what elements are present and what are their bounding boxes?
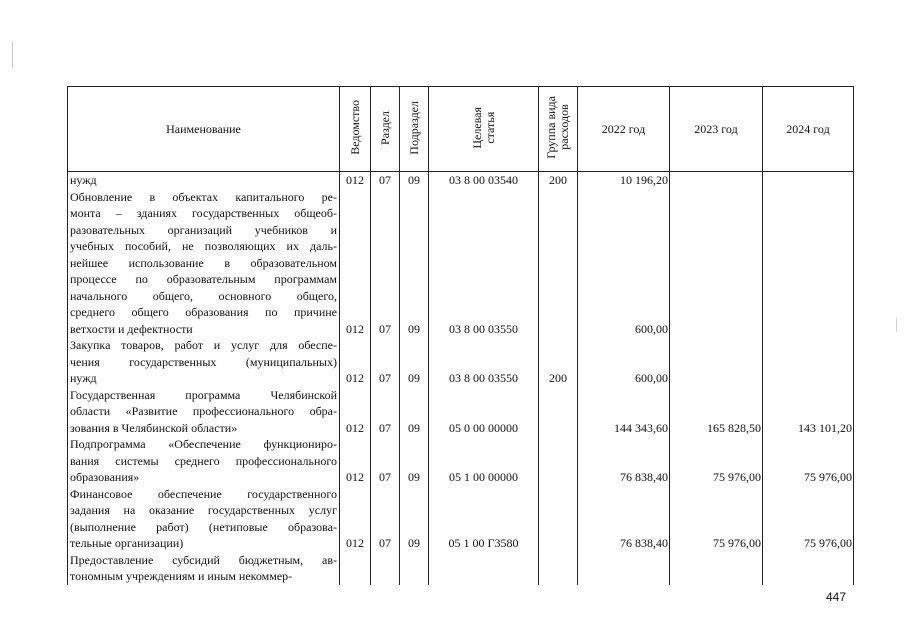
cell-name <box>68 189 340 338</box>
cell-2024 <box>763 189 854 338</box>
col-header-target-article: Целевая статья <box>429 87 539 172</box>
name-line: задания на оказание государственных услуг <box>70 503 337 517</box>
cell-2022: 76 838,40 <box>578 436 670 486</box>
name-line: образования» <box>70 470 140 484</box>
cell-2023 <box>670 172 763 189</box>
cell-target-article: 05 0 00 00000 <box>429 387 539 437</box>
cell-2022 <box>578 552 670 585</box>
table-row <box>68 552 854 585</box>
budget-table <box>67 86 854 585</box>
cell-2024 <box>763 337 854 387</box>
table-header-row <box>68 87 854 172</box>
cell-name <box>68 486 340 552</box>
col-header-2024: 2024 год <box>763 87 854 172</box>
cell-name <box>68 436 340 486</box>
col-header-subsection: Подраздел <box>400 87 429 172</box>
margin-mark-left <box>12 42 13 68</box>
name-line: монта – зданиях государственных общеоб- <box>70 206 337 220</box>
name-line: нужд <box>70 371 97 385</box>
cell-subsection: 09 <box>400 172 429 189</box>
cell-expense-type: 200 <box>539 337 578 387</box>
cell-expense-type: 200 <box>539 172 578 189</box>
cell-2023 <box>670 189 763 338</box>
cell-section: 07 <box>371 387 400 437</box>
cell-2024: 143 101,20 <box>763 387 854 437</box>
cell-expense-type <box>539 387 578 437</box>
name-line: Финансовое обеспечение государственного <box>70 486 337 501</box>
cell-2022: 600,00 <box>578 337 670 387</box>
name-line: Предоставление субсидий бюджетным, ав- <box>70 552 337 567</box>
cell-subsection: 09 <box>400 337 429 387</box>
name-line: нейшее использование в образовательном <box>70 255 337 270</box>
cell-target-article: 03 8 00 03540 <box>429 172 539 189</box>
name-line: среднего общего образования по причине <box>70 305 337 319</box>
name-line: (выполнение работ) (нетиповые образова- <box>70 519 337 534</box>
cell-expense-type <box>539 552 578 585</box>
cell-expense-type <box>539 189 578 338</box>
cell-section: 07 <box>371 172 400 189</box>
cell-target-article <box>429 552 539 585</box>
cell-department: 012 <box>340 436 371 486</box>
cell-subsection: 09 <box>400 387 429 437</box>
cell-2023 <box>670 552 763 585</box>
cell-target-article: 05 1 00 00000 <box>429 436 539 486</box>
cell-2022: 10 196,20 <box>578 172 670 189</box>
name-line: нужд <box>70 173 97 187</box>
cell-section: 07 <box>371 436 400 486</box>
col-header-section: Раздел <box>371 87 400 172</box>
cell-section <box>371 552 400 585</box>
table-body <box>68 172 854 585</box>
name-line: вания системы среднего профессионального <box>70 453 337 468</box>
name-line: учебных пособий, не позволяющих их даль- <box>70 239 337 253</box>
name-line: Закупка товаров, работ и услуг для обеспе- <box>70 338 337 352</box>
cell-section: 07 <box>371 486 400 552</box>
cell-department: 012 <box>340 337 371 387</box>
col-header-department: Ведомство <box>340 87 371 172</box>
cell-2023: 165 828,50 <box>670 387 763 437</box>
cell-subsection <box>400 552 429 585</box>
col-header-2022: 2022 год <box>578 87 670 172</box>
cell-name <box>68 552 340 585</box>
cell-target-article: 05 1 00 Г3580 <box>429 486 539 552</box>
cell-department: 012 <box>340 387 371 437</box>
table-row <box>68 436 854 486</box>
cell-2024: 75 976,00 <box>763 436 854 486</box>
cell-2024 <box>763 552 854 585</box>
margin-mark-right <box>896 318 897 332</box>
cell-2022: 600,00 <box>578 189 670 338</box>
cell-name <box>68 337 340 387</box>
cell-section: 07 <box>371 189 400 338</box>
table-row <box>68 387 854 437</box>
table-row <box>68 172 854 189</box>
col-header-2023: 2023 год <box>670 87 763 172</box>
cell-2023: 75 976,00 <box>670 486 763 552</box>
name-line: тономным учреждениям и иным некоммер- <box>70 569 293 583</box>
cell-subsection: 09 <box>400 189 429 338</box>
cell-department: 012 <box>340 172 371 189</box>
cell-target-article: 03 8 00 03550 <box>429 189 539 338</box>
cell-2023: 75 976,00 <box>670 436 763 486</box>
name-line: зования в Челябинской области» <box>70 420 238 435</box>
name-line: области «Развитие профессионального обра- <box>70 404 337 418</box>
cell-expense-type <box>539 486 578 552</box>
cell-2022: 144 343,60 <box>578 387 670 437</box>
cell-2024 <box>763 172 854 189</box>
name-line: Подпрограмма «Обеспечение функциониро- <box>70 437 337 451</box>
cell-subsection: 09 <box>400 436 429 486</box>
col-header-name: Наименование <box>68 87 340 172</box>
name-line: начального общего, основного общего, <box>70 288 337 303</box>
name-line: разовательных организаций учебников и <box>70 222 337 237</box>
name-line: Государственная программа Челябинской <box>70 387 337 402</box>
table-row <box>68 486 854 552</box>
name-line: процессе по образовательным программам <box>70 272 337 286</box>
col-header-expense-type: Группа вида расходов <box>539 87 578 172</box>
name-line: ветхости и дефектности <box>70 321 193 336</box>
cell-section: 07 <box>371 337 400 387</box>
cell-2024: 75 976,00 <box>763 486 854 552</box>
cell-name <box>68 172 340 189</box>
table-row <box>68 189 854 338</box>
table-row <box>68 337 854 387</box>
cell-2022: 76 838,40 <box>578 486 670 552</box>
cell-department: 012 <box>340 189 371 338</box>
cell-name <box>68 387 340 437</box>
cell-department <box>340 552 371 585</box>
cell-target-article: 03 8 00 03550 <box>429 337 539 387</box>
page-number: 447 <box>826 590 847 604</box>
name-line: тельные организации) <box>70 536 184 550</box>
cell-department: 012 <box>340 486 371 552</box>
name-line: чения государственных (муниципальных) <box>70 354 337 369</box>
name-line: Обновление в объектах капитального ре- <box>70 189 337 204</box>
cell-subsection: 09 <box>400 486 429 552</box>
cell-2023 <box>670 337 763 387</box>
cell-expense-type <box>539 436 578 486</box>
